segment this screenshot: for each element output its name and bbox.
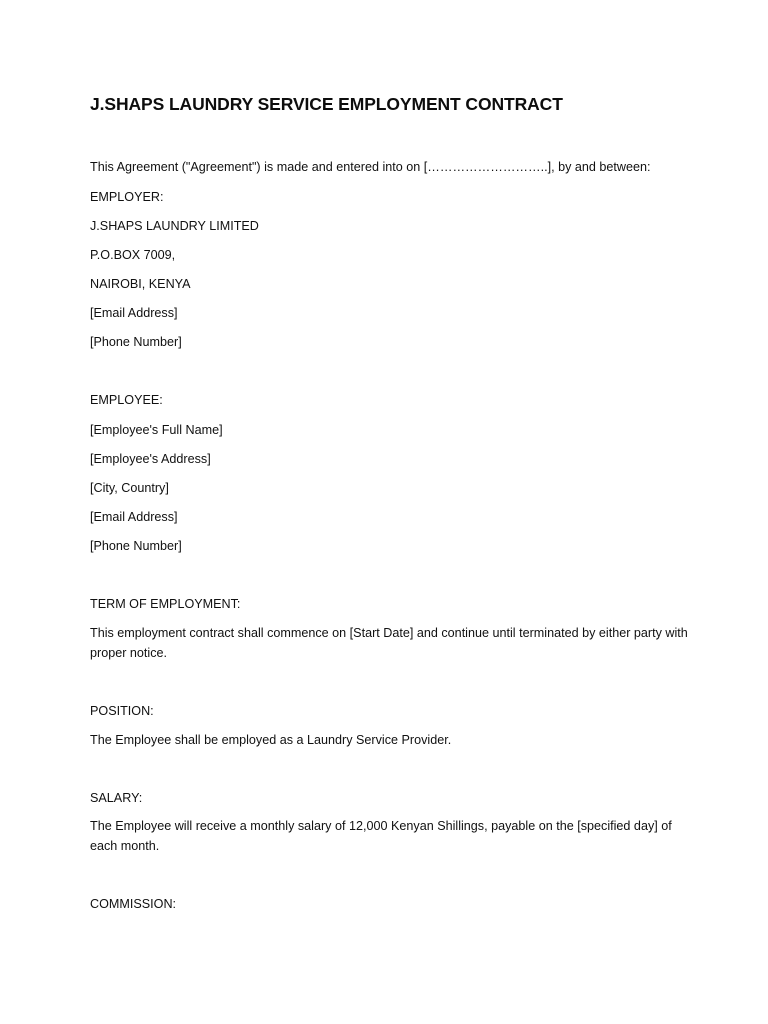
document-title: J.SHAPS LAUNDRY SERVICE EMPLOYMENT CONTRACT (90, 94, 563, 114)
employer-name: J.SHAPS LAUNDRY LIMITED (90, 219, 259, 233)
term-heading: TERM OF EMPLOYMENT: (90, 597, 241, 611)
employee-address: [Employee's Address] (90, 452, 211, 466)
commission-heading: COMMISSION: (90, 897, 177, 911)
employee-phone: [Phone Number] (90, 539, 182, 553)
employee-city: [City, Country] (90, 481, 169, 495)
employee-heading: EMPLOYEE: (90, 393, 163, 407)
employer-po-box: P.O.BOX 7009, (90, 248, 176, 262)
salary-heading: SALARY: (90, 791, 143, 805)
term-text: This employment contract shall commence on [Start Date] and continue until terminated by either party with proper notice. (90, 626, 688, 660)
agreement-intro: This Agreement ("Agreement") is made and entered into on [………………………..], by and between: (90, 160, 651, 174)
employee-email: [Email Address] (90, 510, 178, 524)
employer-email: [Email Address] (90, 306, 178, 320)
position-text: The Employee shall be employed as a Laundry Service Provider. (90, 733, 452, 747)
employer-phone: [Phone Number] (90, 335, 182, 349)
employee-name: [Employee's Full Name] (90, 423, 223, 437)
position-heading: POSITION: (90, 704, 154, 718)
salary-text: The Employee will receive a monthly salary of 12,000 Kenyan Shillings, payable on the [specified day] of each month. (90, 819, 672, 853)
employer-city: NAIROBI, KENYA (90, 277, 191, 291)
employer-heading: EMPLOYER: (90, 190, 164, 204)
